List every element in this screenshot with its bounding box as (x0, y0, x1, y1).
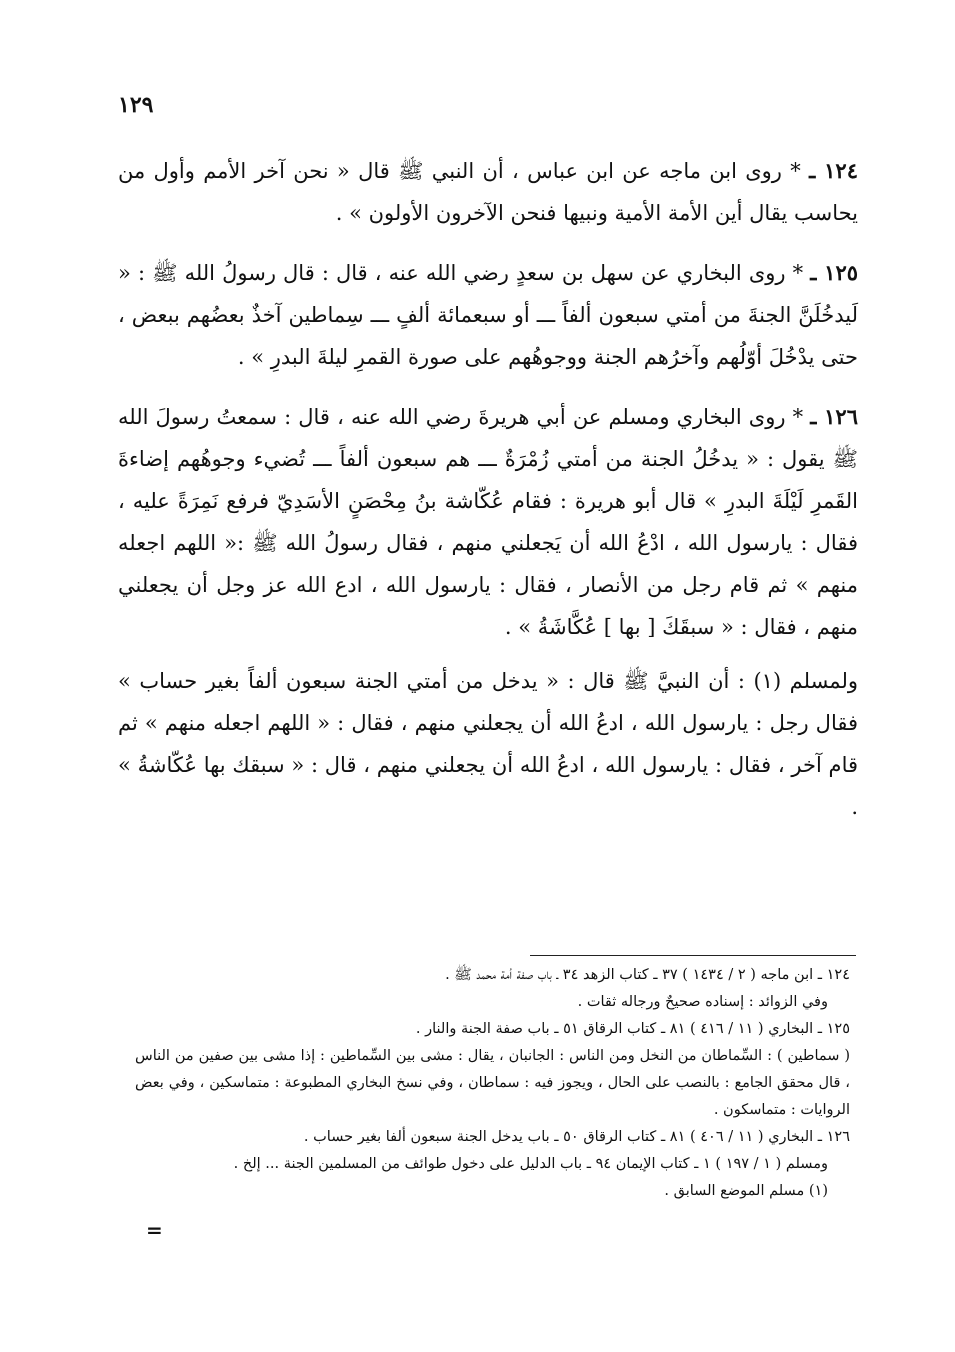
footnote-1: (١) مسلم الموضع السابق . (664, 1183, 828, 1199)
hadith-125 (118, 252, 858, 378)
page-end-mark: = (146, 1218, 163, 1242)
hadith-number: ١٢٤ ـ (809, 158, 858, 183)
footnote-126: ١٢٦ ـ البخاري ( ١١ / ٤٠٦ ) ٨١ ـ كتاب الرقاق ٥٠ ـ باب يدخل الجنة سبعون ألفا بغير حساب . (303, 1129, 850, 1145)
footnote-124-note: وفي الزوائد : إسناده صحيحٌ ورجاله ثقات . (577, 994, 828, 1010)
footnote-125-note: ( سماطين ) : السِّماطان من النخل ومن الناس : الجانبان ، يقال : مشى بين السِّماطين : إذا مشى بين صفين من الناس ، قال محقق الجامع : بالنصب على الحال ، ويجوز فيه : سماطان ، وفي نسخ البخاري المطبوعة : متماسكين ، وفي بعض الروايات : متماسكون . (135, 1048, 850, 1118)
hadith-126-muslim-variant (118, 660, 858, 828)
main-text (118, 150, 858, 846)
page-number: ١٢٩ (118, 92, 154, 118)
hadith-text: * روى البخاري عن سهل بن سعدٍ رضي الله عنه ، قال : قال رسولُ الله ﷺ : « لَيدخُلَنَّ الجنةَ من أمتي سبعون ألفاً ـــ أو سبعمائة ألفٍ ـــ سِماطين آخذٌ بعضُهم ببعض ، حتى يدْخُلَ أوّلُهم وآخرُهم الجنة ووجوهُهم على صورة القمرِ ليلةَ البدرِ » . (118, 261, 858, 369)
hadith-text: * روى البخاري ومسلم عن أبي هريرةَ رضي الله عنه ، قال : سمعتُ رسولَ الله ﷺ يقول : « يدخُلُ الجنة من أمتي زُمْرَةٌ ـــ هم سبعون ألفاً ـــ تُضيء وجوهُهم إضاءةَ القَمرِ لَيْلَةَ البدرِ » قال أبو هريرة : فقام عُكّاشة بنُ مِحْصَنٍ الأسَدِيّ فرفع نَمِرَةً عليه ، فقال : يارسول الله ، ادْعُ الله أن يَجعلني منهم ، فقال رسولُ الله ﷺ :« اللهم اجعله منهم » ثم قام رجل من الأنصار ، فقال : يارسول الله ، ادع الله عز وجل أن يجعلني منهم ، فقال : « سبقَكَ [ بها ] عُكَّاشَةُ » . (118, 405, 858, 639)
hadith-124 (118, 150, 858, 234)
footnote-126-muslim: ومسلم ( ١ / ١٩٧ ) ١ ـ كتاب الإيمان ٩٤ ـ باب الدليل على دخول طوائف من المسلمين الجنة ... إلخ . (233, 1156, 828, 1172)
footnote-divider (530, 955, 856, 956)
hadith-text: ولمسلم (١) : أن النبيَّ ﷺ قال : « يدخل من أمتي الجنة سبعون ألفاً بغير حساب » فقال رجل : يارسول الله ، ادعُ الله أن يجعلني منهم ، فقال : « اللهم اجعله منهم » ثم قام آخر ، فقال : يارسول الله ، ادعُ الله أن يجعلني منهم ، قال : « سبقك بها عُكّاشةُ » . (118, 669, 858, 819)
hadith-text: * روى ابن ماجه عن ابن عباس ، أن النبي ﷺ قال « نحن آخر الأمم وأول من يحاسب يقال أين الأمة الأمية ونبيها فنحن الآخرون الأولون » . (118, 159, 858, 225)
footnotes (135, 962, 850, 1205)
footnote-124: ١٢٤ ـ ابن ماجه ( ٢ / ١٤٣٤ ) ٣٧ ـ كتاب الزهد ٣٤ ـ باب صفة أمة محمد ﷺ . (445, 967, 850, 983)
hadith-126 (118, 396, 858, 648)
hadith-number: ١٢٦ ـ (810, 404, 858, 429)
hadith-number: ١٢٥ ـ (810, 260, 859, 285)
footnote-125: ١٢٥ ـ البخاري ( ١١ / ٤١٦ ) ٨١ ـ كتاب الرقاق ٥١ ـ باب صفة الجنة والنار . (415, 1021, 850, 1037)
